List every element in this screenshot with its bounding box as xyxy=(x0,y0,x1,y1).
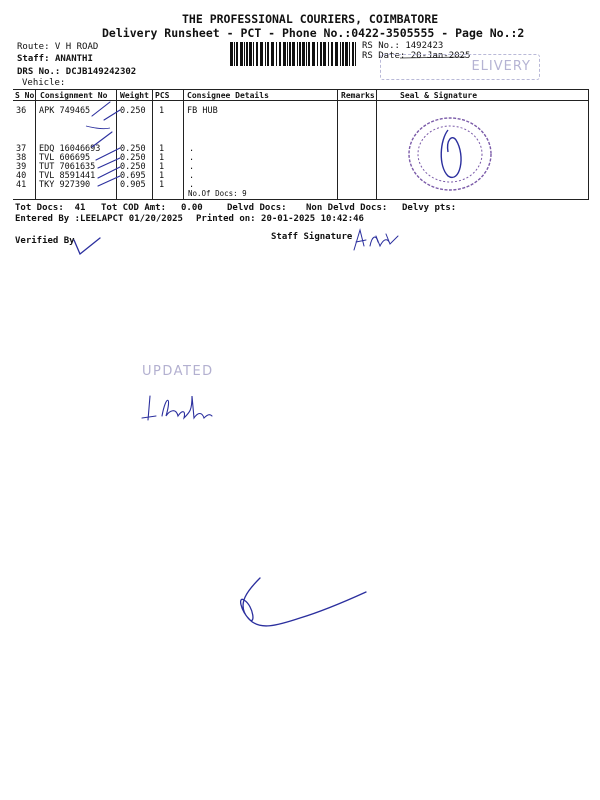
row-sno: 41 xyxy=(16,180,27,190)
col-header-consignment: Consignment No xyxy=(40,91,108,100)
route: Route: V H ROAD xyxy=(17,42,99,52)
col-header-weight: Weight xyxy=(120,91,149,100)
row-sno: 37 xyxy=(16,144,27,154)
row-pcs: 1 xyxy=(159,162,165,172)
row-consignment: EDQ 16046693 xyxy=(39,144,101,154)
row-details: . xyxy=(189,162,195,172)
row-details: . xyxy=(189,171,195,181)
total-docs: Tot Docs: 41 xyxy=(15,203,86,213)
rs-date: RS Date: 20-Jan-2025 xyxy=(362,51,471,61)
staff-label: Staff: xyxy=(17,54,50,64)
staff-signature xyxy=(350,226,410,254)
row-pcs: 1 xyxy=(159,106,165,116)
verified-by: Verified By xyxy=(15,236,75,246)
total-cod-label: Tot COD Amt: xyxy=(101,203,167,213)
total-cod-value: 0.00 xyxy=(181,203,203,213)
delivery-stamp-text: ELIVERY xyxy=(471,59,531,74)
col-header-pcs: PCS xyxy=(155,91,170,100)
row-sno: 38 xyxy=(16,153,27,163)
rs-number: RS No.: 1492423 xyxy=(362,41,444,51)
row-weight: 0.695 xyxy=(120,171,146,181)
non-delivered-docs: Non Delvd Docs: xyxy=(306,203,388,213)
row-sno: 40 xyxy=(16,171,27,181)
tick-marks xyxy=(0,0,600,200)
company-name: THE PROFESSIONAL COURIERS, COIMBATORE xyxy=(182,12,439,26)
row-weight: 0.250 xyxy=(120,153,146,163)
row-pcs: 1 xyxy=(159,171,165,181)
updated-signature xyxy=(140,390,220,430)
row-weight: 0.250 xyxy=(120,106,146,116)
row-details: . xyxy=(189,144,195,154)
row-pcs: 1 xyxy=(159,144,165,154)
printed-on: Printed on: 20-01-2025 10:42:46 xyxy=(196,214,364,224)
col-header-sno: S No xyxy=(15,91,35,100)
verified-checkmark xyxy=(72,234,102,258)
row-details: . xyxy=(189,180,195,190)
staff-signature-label: Staff Signature xyxy=(271,232,353,242)
drs-label: DRS No.: xyxy=(17,67,61,77)
row-consignment: TVL 606695 xyxy=(39,153,91,163)
seal-stamp xyxy=(404,110,498,200)
no-of-docs: No.Of Docs: 9 xyxy=(188,189,247,198)
row-details: . xyxy=(189,153,195,163)
row-pcs: 1 xyxy=(159,153,165,163)
delivery-points: Delvy pts: xyxy=(402,203,457,213)
col-header-remarks: Remarks xyxy=(341,91,375,100)
row-pcs: 1 xyxy=(159,180,165,190)
row-consignment: TUT 7061635 xyxy=(39,162,96,172)
vehicle: Vehicle: xyxy=(22,78,66,88)
row-weight: 0.905 xyxy=(120,180,146,190)
delivered-docs: Delvd Docs: xyxy=(227,203,287,213)
row-consignment: APK 749465 xyxy=(39,106,91,116)
row-weight: 0.250 xyxy=(120,144,146,154)
row-details: FB HUB xyxy=(187,106,218,116)
row-consignment: TKY 927390 xyxy=(39,180,91,190)
col-header-seal: Seal & Signature xyxy=(400,91,478,100)
large-signature xyxy=(220,570,370,640)
col-header-consignee: Consignee Details xyxy=(187,91,269,100)
staff-value: ANANTHI xyxy=(54,54,93,64)
row-weight: 0.250 xyxy=(120,162,146,172)
entered-by: Entered By :LEELAPCT 01/20/2025 xyxy=(15,214,183,224)
updated-stamp: UPDATED xyxy=(142,364,214,379)
row-sno: 36 xyxy=(16,106,27,116)
row-consignment: TVL 8591441 xyxy=(39,171,96,181)
drs-value: DCJB149242302 xyxy=(65,67,137,77)
runsheet-title: Delivery Runsheet - PCT - Phone No.:0422-3505555 - Page No.:2 xyxy=(102,26,525,40)
row-sno: 39 xyxy=(16,162,27,172)
